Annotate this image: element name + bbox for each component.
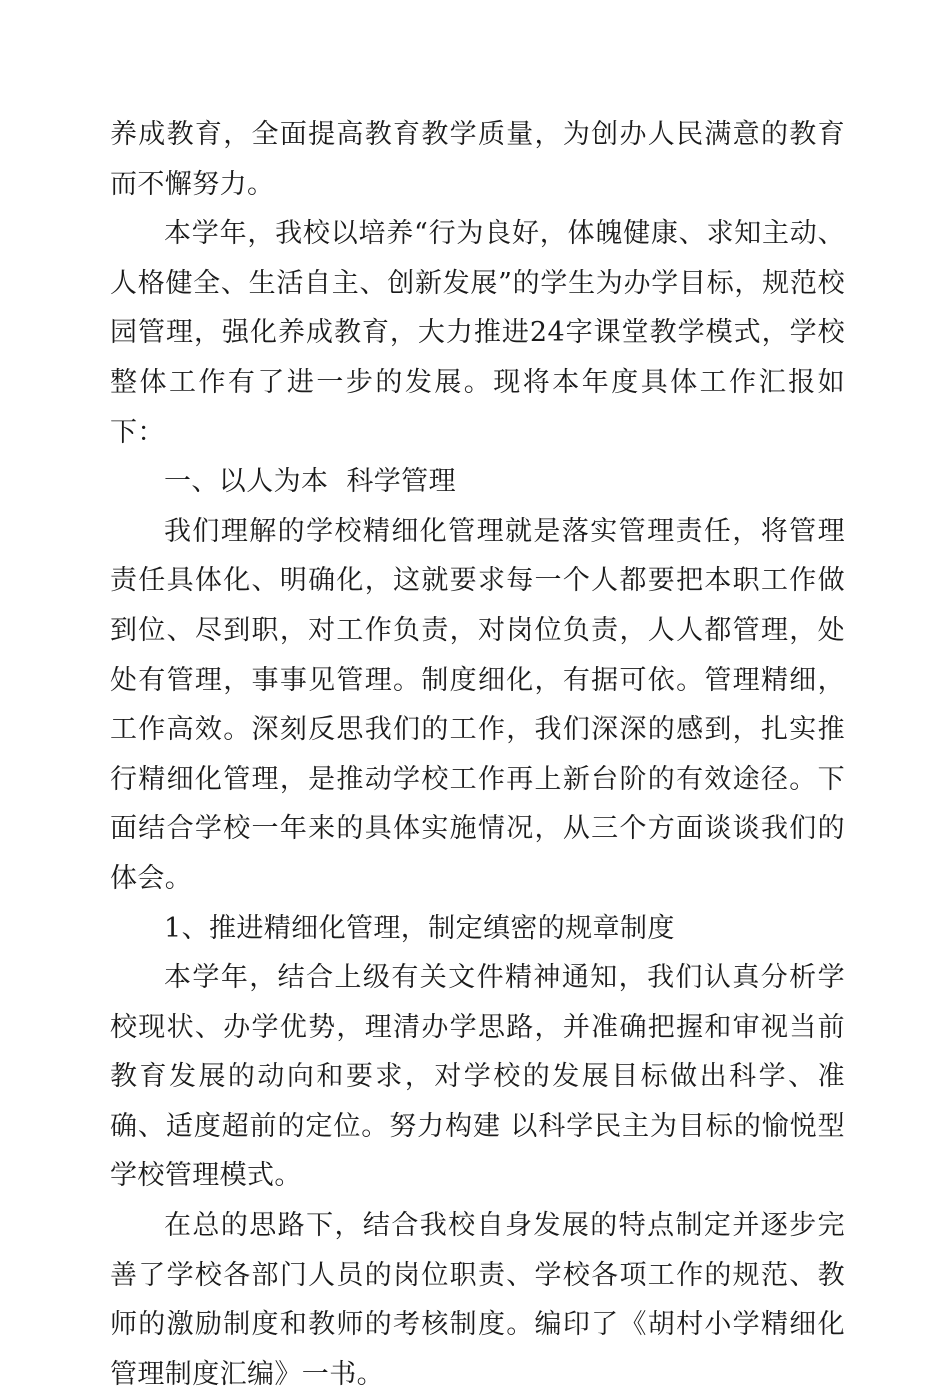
- paragraph-management: 我们理解的学校精细化管理就是落实管理责任，将管理责任具体化、明确化，这就要求每一个人都要把本职工作做到位、尽到职，对工作负责，对岗位负责，人人都管理，处处有管理，事事见管理。制度细化，有据可依。管理精细，工作高效。深刻反思我们的工作，我们深深的感到，扎实推行精细化管理，是推动学校工作再上新台阶的有效途径。下面结合学校一年来的具体实施情况，从三个方面谈谈我们的体会。: [110, 515, 845, 894]
- paragraph-continuation: 养成教育，全面提高教育教学质量，为创办人民满意的教育而不懈努力。: [110, 119, 845, 200]
- paragraph-intro: 本学年，我校以培养“行为良好，体魄健康、求知主动、人格健全、生活自主、创新发展”的学生为办学目标，规范校园管理，强化养成教育，大力推进24字课堂教学模式，学校整体工作有了进一步的发展。现将本年度具体工作汇报如下：: [110, 218, 845, 448]
- document-body: [110, 110, 845, 1399]
- subsection-heading-1: 1、推进精细化管理，制定缜密的规章制度: [164, 912, 675, 944]
- paragraph-regulations: 在总的思路下，结合我校自身发展的特点制定并逐步完善了学校各部门人员的岗位职责、学校各项工作的规范、教师的激励制度和教师的考核制度。编印了《胡村小学精细化管理制度汇编》一书。: [110, 1210, 845, 1390]
- paragraph-goals: 本学年，结合上级有关文件精神通知，我们认真分析学校现状、办学优势，理清办学思路，并准确把握和审视当前教育发展的动向和要求，对学校的发展目标做出科学、准确、适度超前的定位。努力构建 以科学民主为目标的愉悦型学校管理模式。: [110, 962, 845, 1192]
- section-heading-1: 一、以人为本 科学管理: [164, 466, 456, 498]
